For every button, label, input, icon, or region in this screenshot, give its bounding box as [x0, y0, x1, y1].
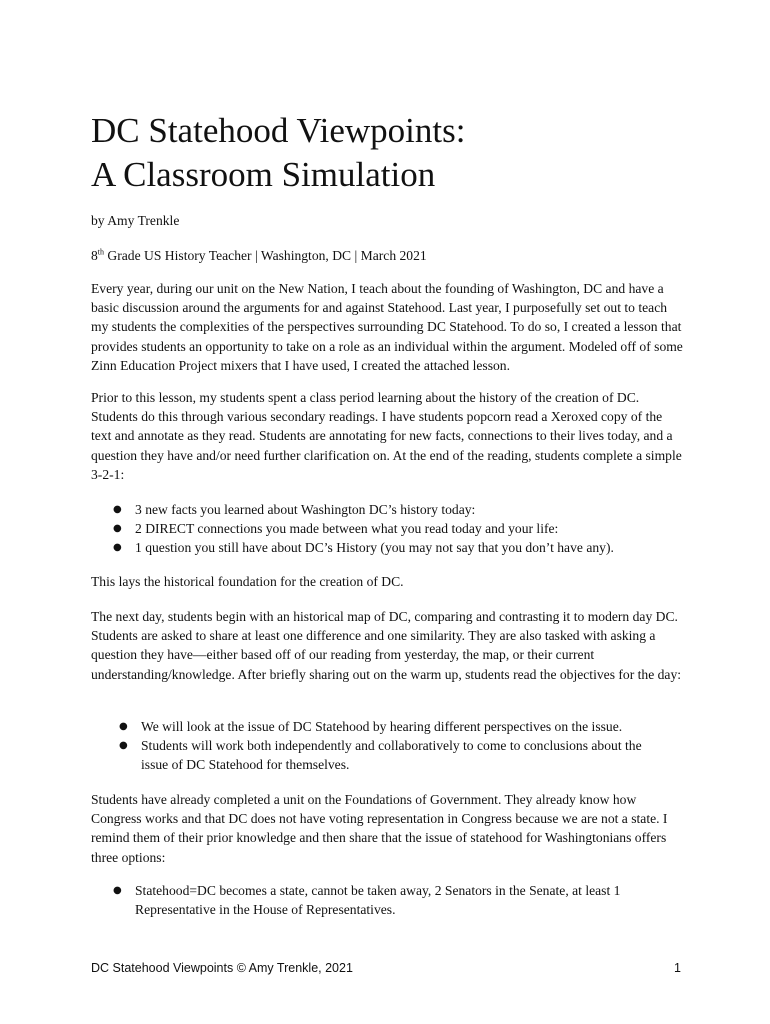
list-item: ● Students will work both independently and collaboratively to come to conclusions about the issue of DC Statehood for themselves.	[119, 736, 664, 774]
page-number: 1	[674, 961, 681, 975]
list-item: ● 3 new facts you learned about Washington DC’s history today:	[113, 500, 683, 519]
title-line-1: DC Statehood Viewpoints:	[91, 111, 466, 150]
list-item: ● 1 question you still have about DC’s History (you may not say that you don’t have any).	[113, 538, 683, 557]
page-title	[91, 109, 691, 197]
page-footer	[91, 961, 681, 975]
title-line-2: A Classroom Simulation	[91, 155, 436, 194]
grade-suffix: th	[97, 247, 105, 257]
grade-number: 8	[91, 248, 98, 263]
list-item: ● Statehood=DC becomes a state, cannot be taken away, 2 Senators in the Senate, at least 1 Representative in the House of Representatives.	[113, 881, 658, 919]
paragraph-prior-lesson: Prior to this lesson, my students spent a class period learning about the history of the creation of DC. Students do this through various secondary readings. I have students popcorn read a Xeroxed copy of the text and annotate as they read. Students are annotating for new facts, connections to their lives today, and a question they have and/or need further clarification on. At the end of the reading, students complete a simple 3-2-1:	[91, 390, 682, 482]
paragraph-foundations-government: Students have already completed a unit on the Foundations of Government. They already know how Congress works and that DC does not have voting representation in Congress because we are not a state. I remind them of their prior knowledge and then share that the issue of statehood for Washingtonians offers three options:	[91, 792, 668, 865]
byline: by Amy Trenkle	[91, 213, 180, 228]
footer-text: DC Statehood Viewpoints © Amy Trenkle, 2021	[91, 961, 353, 975]
list-three-two-one	[113, 500, 683, 558]
list-item: ● We will look at the issue of DC Statehood by hearing different perspectives on the issue.	[119, 717, 664, 736]
list-options	[113, 881, 658, 919]
paragraph-next-day: The next day, students begin with an historical map of DC, comparing and contrasting it to modern day DC. Students are asked to share at least one difference and one similarity. They are also tasked with asking a question they have—either based off of our reading from yesterday, the map, or their current understanding/knowledge. After briefly sharing out on the warm up, students read the objectives for the day:	[91, 609, 682, 682]
teacher-meta	[91, 246, 683, 265]
list-item: ● 2 DIRECT connections you made between what you read today and your life:	[113, 519, 683, 538]
paragraph-intro: Every year, during our unit on the New Nation, I teach about the founding of Washington, DC and have a basic discussion around the arguments for and against Statehood. Last year, I purposefully set out to teach my students the complexities of the perspectives surrounding DC Statehood. To do so, I created a lesson that provides students an opportunity to take on a role as an individual within the argument. Modeled off of some Zinn Education Project mixers that I have used, I created the attached lesson.	[91, 281, 683, 373]
list-objectives	[119, 717, 664, 775]
meta-details: Grade US History Teacher | Washington, DC | March 2021	[104, 248, 427, 263]
paragraph-foundation: This lays the historical foundation for the creation of DC.	[91, 574, 404, 589]
